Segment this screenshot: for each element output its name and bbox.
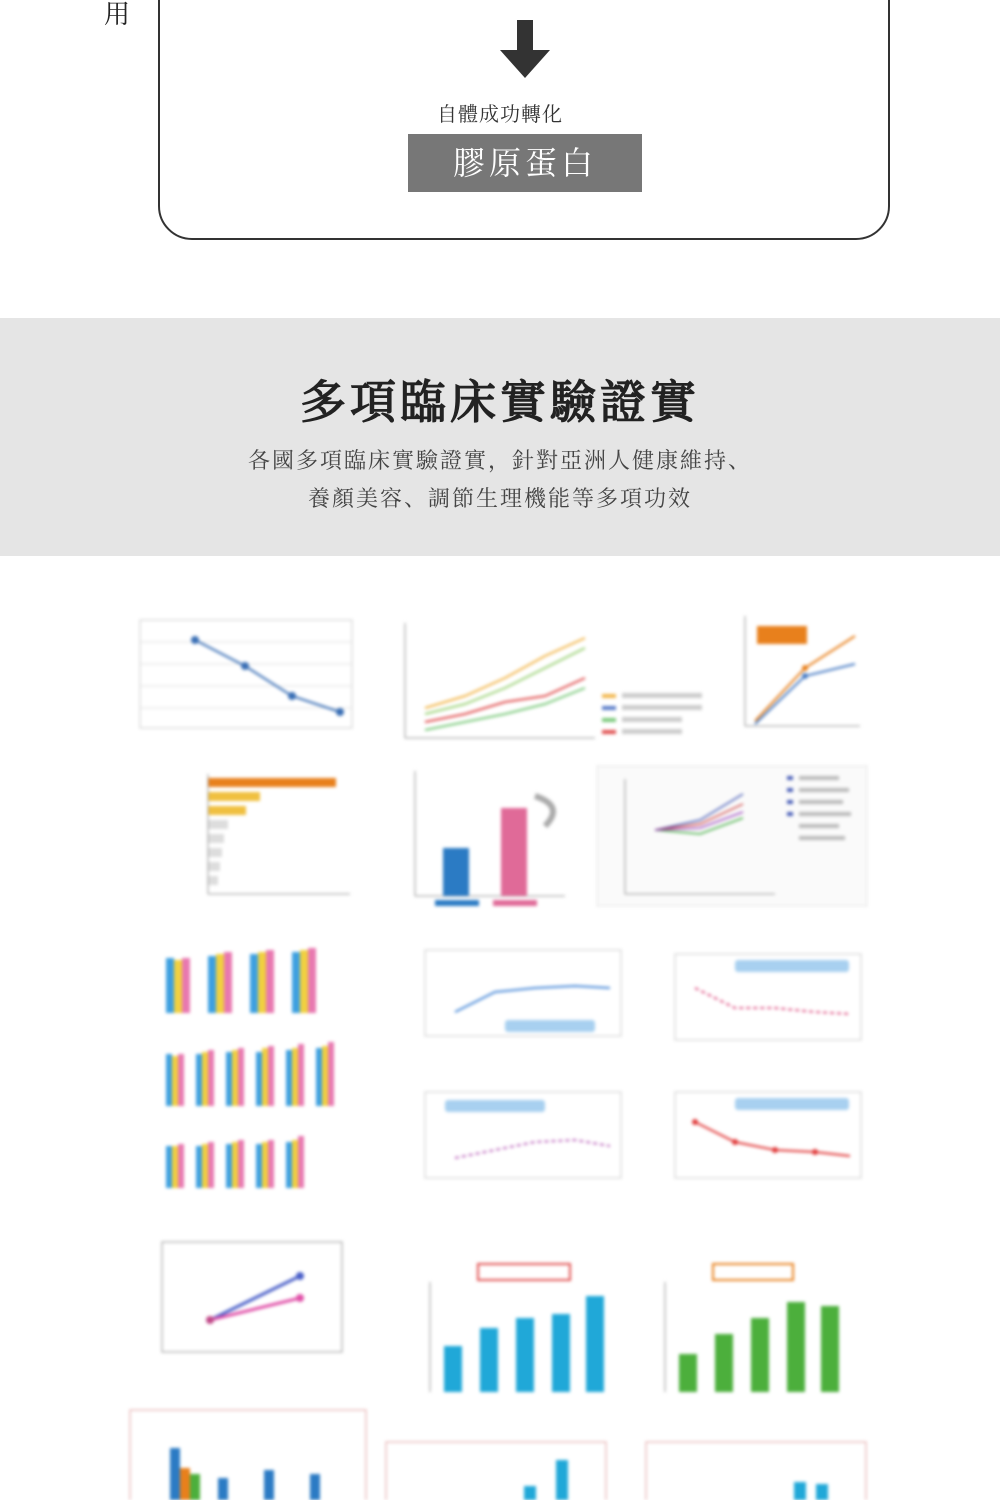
rising-line-chart — [715, 606, 865, 756]
bottom-chart-2 — [384, 1440, 608, 1500]
result-label: 膠原蛋白 — [408, 134, 642, 192]
index-line-chart-1 — [405, 942, 625, 1062]
comparison-bar-chart — [395, 766, 585, 916]
crossing-line-chart — [140, 1232, 350, 1382]
clinical-charts-collage — [0, 556, 1000, 1500]
horizontal-bar-chart — [130, 770, 360, 920]
converging-line-chart — [595, 764, 870, 914]
cyan-bar-chart — [400, 1252, 620, 1392]
green-bar-chart — [635, 1252, 855, 1392]
index-line-chart-2 — [645, 946, 865, 1066]
section-description-line-2: 養顏美容、調節生理機能等多項功效 — [307, 487, 692, 512]
index-line-chart-4 — [645, 1084, 865, 1204]
legend-block — [600, 686, 710, 746]
section-title: 多項臨床實驗證實 — [300, 375, 700, 429]
decline-line-chart — [120, 608, 360, 748]
clinical-section-band — [0, 318, 1000, 556]
grouped-bar-charts — [128, 936, 388, 1216]
index-line-chart-3 — [405, 1084, 625, 1204]
section-description-line-1: 各國多項臨床實驗證實，針對亞洲人健康維持、 — [247, 449, 752, 474]
conversion-caption: 自體成功轉化 — [437, 102, 563, 126]
side-text: 用 — [104, 0, 131, 30]
bottom-chart-3 — [644, 1440, 868, 1500]
multi-line-chart — [370, 618, 600, 748]
bottom-chart-1 — [128, 1408, 368, 1500]
arrow-down-icon — [500, 20, 550, 80]
